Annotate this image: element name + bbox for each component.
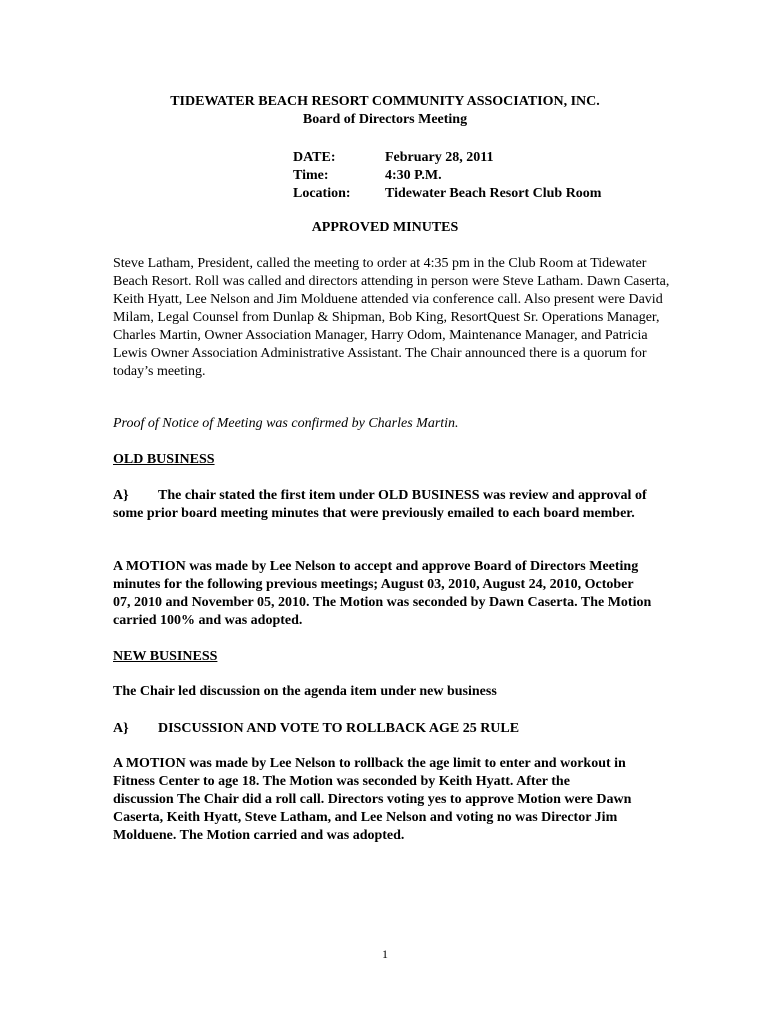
meeting-details	[293, 149, 601, 203]
proof-of-notice: Proof of Notice of Meeting was confirmed by Charles Martin.	[113, 416, 459, 431]
time-label: Time:	[293, 168, 329, 183]
approved-minutes-heading: APPROVED MINUTES	[311, 220, 459, 235]
new-item-text: DISCUSSION AND VOTE TO ROLLBACK AGE 25 RULE	[158, 721, 520, 736]
new-item-marker: A}	[113, 721, 129, 736]
meeting-title: Board of Directors Meeting	[302, 112, 468, 127]
location-value: Tidewater Beach Resort Club Room	[385, 186, 602, 201]
old-item-marker: A}	[113, 488, 129, 503]
time-value: 4:30 P.M.	[385, 168, 442, 183]
old-business-item	[113, 487, 661, 523]
location-row	[293, 185, 601, 203]
page-number: 1	[382, 947, 388, 961]
intro-paragraph: Steve Latham, President, called the meeting to order at 4:35 pm in the Club Room at Tidewater Beach Resort. Roll was called and directors attending in person were Steve Latham. Dawn Caserta, Keith Hyatt, Lee Nelson and Jim Molduene attended via conference call. Also present were David Milam, Legal Counsel from Dunlap & Shipman, Bob King, ResortQuest Sr. Operations Manager, Charles Martin, Owner Association Manager, Harry Odom, Maintenance Manager, and Patricia Lewis Owner Association Administrative Assistant. The Chair announced there is a quorum for today’s meeting.	[113, 256, 670, 379]
date-value: February 28, 2011	[385, 150, 494, 165]
date-label: DATE:	[293, 150, 336, 165]
time-row	[293, 167, 601, 185]
old-business-motion: A MOTION was made by Lee Nelson to accept and approve Board of Directors Meeting minutes for the following previous meetings; August 03, 2010, August 24, 2010, October 07, 2010 and November 05, 2010. The Motion was seconded by Dawn Caserta. The Motion carried 100% and was adopted.	[113, 559, 652, 628]
location-label: Location:	[293, 186, 351, 201]
old-item-text: The chair stated the first item under OLD BUSINESS was review and approval of some prior board meeting minutes that were previously emailed to each board member.	[113, 488, 647, 521]
old-business-heading: OLD BUSINESS	[113, 452, 215, 467]
new-business-heading: NEW BUSINESS	[113, 649, 218, 664]
new-business-item	[113, 720, 673, 738]
date-row	[293, 149, 601, 167]
new-business-motion: A MOTION was made by Lee Nelson to rollback the age limit to enter and workout in Fitness Center to age 18. The Motion was seconded by Keith Hyatt. After the discussion The Chair did a roll call. Directors voting yes to approve Motion were Dawn Caserta, Keith Hyatt, Steve Latham, and Lee Nelson and voting no was Director Jim Molduene. The Motion carried and was adopted.	[113, 756, 632, 843]
new-business-intro: The Chair led discussion on the agenda item under new business	[113, 684, 497, 699]
org-title: TIDEWATER BEACH RESORT COMMUNITY ASSOCIATION, INC.	[170, 94, 600, 109]
